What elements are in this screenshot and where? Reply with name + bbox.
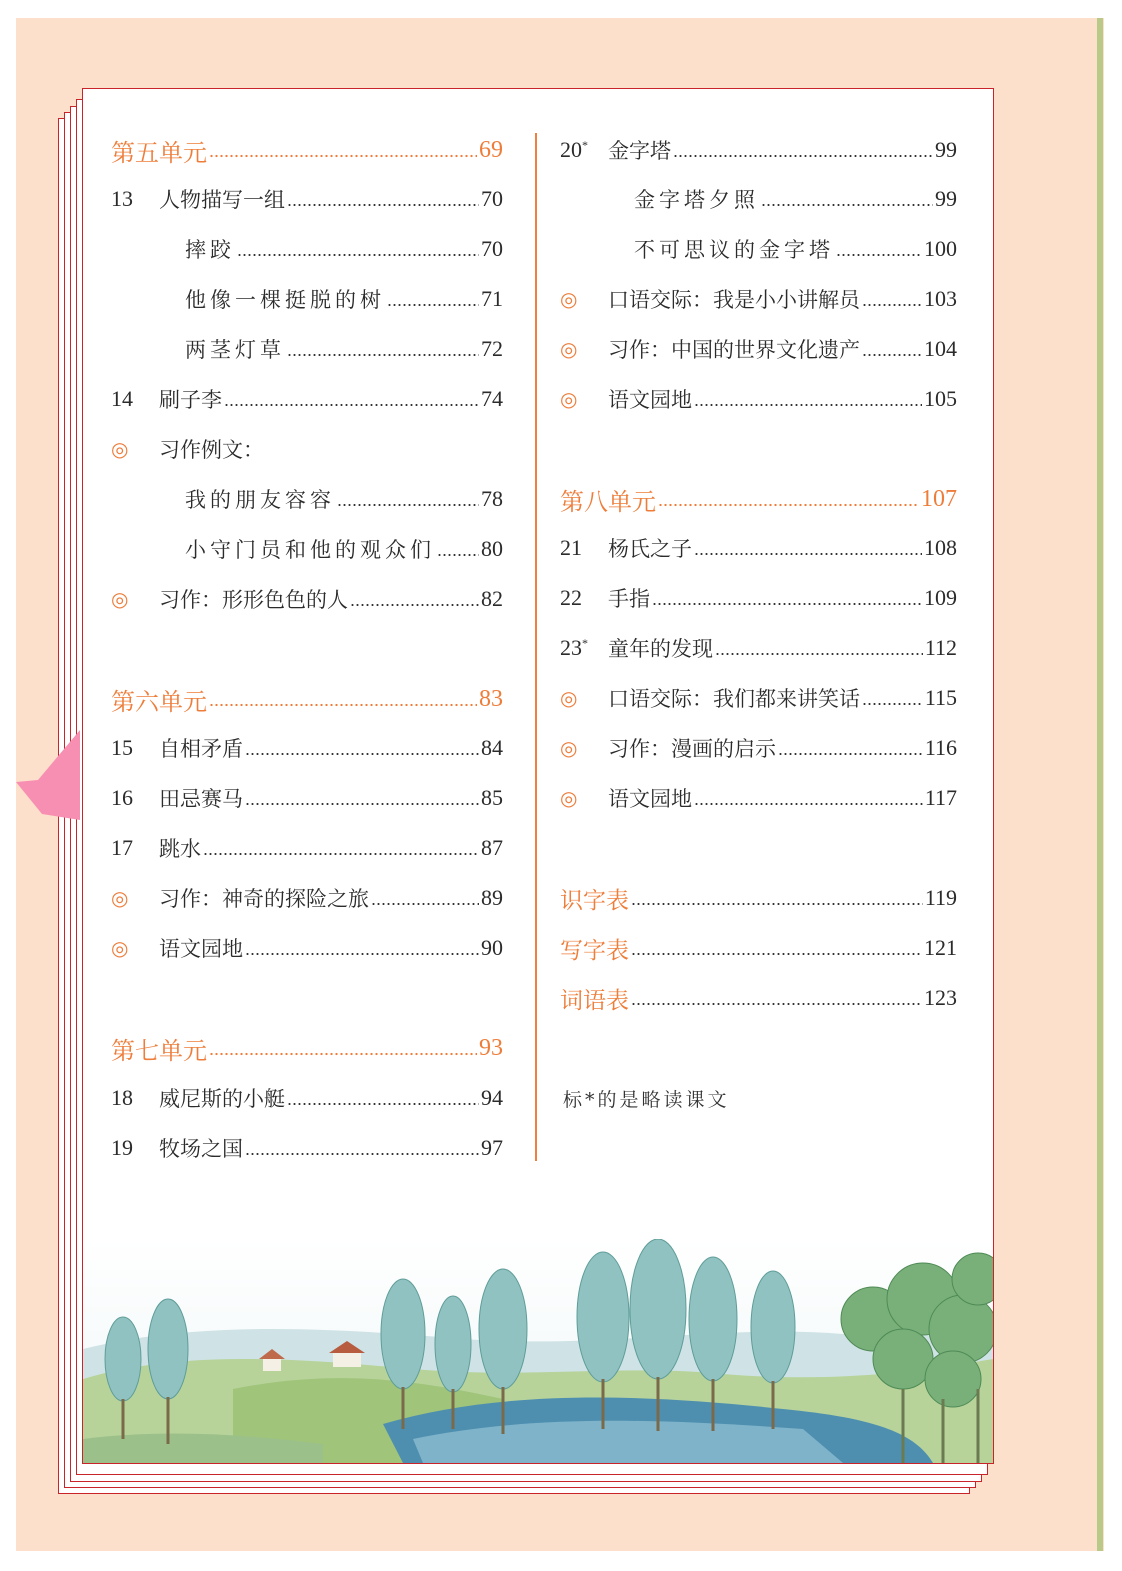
page-number: 99 (935, 186, 957, 211)
toc-entry[interactable] (560, 532, 957, 564)
toc-entry[interactable] (560, 982, 957, 1014)
page-number: 84 (481, 735, 503, 760)
lesson-number-text: 21 (560, 535, 582, 560)
lesson-number (111, 735, 159, 761)
lesson-number-text: 20 (560, 137, 582, 162)
leader-dots (862, 333, 922, 365)
sub-lesson-title: 不可思议的金字塔 (634, 238, 834, 262)
lesson-number (111, 1135, 159, 1161)
section-title: 口语交际：我是小小讲解员 (608, 288, 860, 312)
sub-lesson-title: 他像一棵挺脱的树 (185, 288, 385, 312)
toc-entry[interactable] (111, 433, 503, 465)
lesson-number (560, 137, 608, 163)
page-number: 117 (924, 785, 957, 810)
lesson-title: 手指 (608, 587, 650, 611)
section-title: 语文园地 (159, 937, 243, 961)
leader-dots (245, 1132, 479, 1164)
bullet-icon: ◎ (560, 287, 578, 311)
appendix-title: 词语表 (560, 987, 629, 1014)
leader-dots (658, 483, 919, 515)
leader-dots (862, 283, 922, 315)
lesson-title: 威尼斯的小艇 (159, 1087, 285, 1111)
sub-lesson-title: 小守门员和他的观众们 (185, 538, 435, 562)
landscape-illustration (83, 1239, 993, 1463)
toc-entry[interactable] (560, 632, 957, 664)
page-number: 97 (481, 1135, 503, 1160)
toc-entry[interactable] (111, 134, 503, 166)
bookmark-ribbon-icon (16, 730, 80, 824)
toc-entry[interactable] (560, 732, 957, 764)
page-number: 71 (481, 286, 503, 311)
toc-entry[interactable] (111, 583, 503, 615)
lesson-number (111, 386, 159, 412)
sub-lesson-title: 金字塔夕照 (634, 188, 759, 212)
toc-entry[interactable] (560, 134, 957, 166)
contents-page (82, 88, 994, 1464)
lesson-number-text: 22 (560, 585, 582, 610)
bullet-icon: ◎ (560, 786, 578, 810)
page-number: 90 (481, 935, 503, 960)
page-number: 105 (924, 386, 957, 411)
section-title: 口语交际：我们都来讲笑话 (608, 687, 860, 711)
bullet-icon: ◎ (111, 587, 129, 611)
page-number: 70 (481, 186, 503, 211)
leader-dots (287, 1082, 479, 1114)
toc-entry[interactable] (111, 1082, 503, 1114)
lesson-title: 人物描写一组 (159, 188, 285, 212)
section-title: 习作：神奇的探险之旅 (159, 887, 369, 911)
unit-title: 第五单元 (111, 138, 207, 167)
page-number: 69 (479, 136, 503, 163)
lesson-number (111, 835, 159, 861)
leader-dots (862, 682, 923, 714)
page-number: 123 (924, 985, 957, 1010)
lesson-number-text: 17 (111, 835, 133, 860)
bullet-icon: ◎ (560, 337, 578, 361)
toc-entry[interactable] (560, 483, 957, 515)
leader-dots (245, 782, 479, 814)
section-title: 习作：形形色色的人 (159, 588, 348, 612)
toc-entry[interactable] (111, 782, 503, 814)
leader-dots (631, 982, 922, 1014)
page-number: 100 (924, 236, 957, 261)
lesson-title: 金字塔 (608, 139, 671, 163)
leader-dots (350, 583, 479, 615)
toc-entry[interactable] (111, 383, 503, 415)
page-number: 72 (481, 336, 503, 361)
leader-dots (631, 882, 923, 914)
toc-entry[interactable] (111, 732, 503, 764)
lesson-number (111, 186, 159, 212)
toc-entry[interactable] (560, 782, 957, 814)
lesson-number-text: 23 (560, 635, 582, 660)
toc-entry[interactable] (111, 882, 503, 914)
skim-reading-star: * (582, 636, 588, 650)
toc-entry[interactable] (111, 483, 503, 515)
toc-entry[interactable] (560, 233, 957, 265)
bullet-icon: ◎ (560, 686, 578, 710)
toc-entry[interactable] (560, 283, 957, 315)
toc-entry[interactable] (111, 1032, 503, 1064)
page-number: 83 (479, 685, 503, 712)
page-number: 94 (481, 1085, 503, 1110)
bullet-icon: ◎ (111, 936, 129, 960)
bullet-icon: ◎ (111, 437, 129, 461)
section-title: 习作：中国的世界文化遗产 (608, 338, 860, 362)
page-number: 93 (479, 1034, 503, 1061)
toc-entry[interactable] (560, 582, 957, 614)
page-number: 82 (481, 586, 503, 611)
section-title: 习作：漫画的启示 (608, 737, 776, 761)
toc-entry[interactable] (560, 932, 957, 964)
appendix-title: 写字表 (560, 937, 629, 964)
lesson-number-text: 19 (111, 1135, 133, 1160)
lesson-number (111, 785, 159, 811)
sub-lesson-title: 摔跤 (185, 238, 235, 262)
toc-entry[interactable] (560, 383, 957, 415)
page-number: 99 (935, 137, 957, 162)
page-number: 74 (481, 386, 503, 411)
leader-dots (224, 383, 479, 415)
unit-title: 第七单元 (111, 1036, 207, 1065)
leader-dots (437, 533, 479, 565)
leader-dots (715, 632, 923, 664)
bullet-icon: ◎ (560, 736, 578, 760)
page-number: 119 (924, 885, 957, 910)
leader-dots (694, 383, 922, 415)
toc-entry[interactable] (111, 683, 503, 715)
lesson-title: 刷子李 (159, 388, 222, 412)
page-number: 112 (924, 635, 957, 660)
skim-reading-star: * (582, 138, 588, 152)
lesson-title: 自相矛盾 (159, 737, 243, 761)
page-number: 103 (924, 286, 957, 311)
leader-dots (652, 582, 922, 614)
leader-dots (371, 882, 479, 914)
toc-entry[interactable] (560, 682, 957, 714)
page-edge-strip (1097, 18, 1103, 1551)
toc-entry[interactable] (560, 183, 957, 215)
toc-entry[interactable] (111, 183, 503, 215)
lesson-number (560, 635, 608, 661)
unit-title: 第六单元 (111, 687, 207, 716)
leader-dots (209, 683, 477, 715)
toc-entry[interactable] (111, 533, 503, 565)
lesson-number-text: 13 (111, 186, 133, 211)
lesson-number-text: 16 (111, 785, 133, 810)
leader-dots (673, 134, 933, 166)
toc-entry[interactable] (111, 233, 503, 265)
lesson-number-text: 15 (111, 735, 133, 760)
toc-entry[interactable] (111, 283, 503, 315)
page-number: 107 (921, 485, 957, 512)
leader-dots (209, 134, 477, 166)
lesson-number-text: 14 (111, 386, 133, 411)
leader-dots (761, 183, 933, 215)
lesson-number (560, 585, 608, 611)
leader-dots (836, 233, 922, 265)
leader-dots (694, 532, 922, 564)
page-number: 70 (481, 236, 503, 261)
lesson-number-text: 18 (111, 1085, 133, 1110)
page-number: 78 (481, 486, 503, 511)
lesson-number (560, 535, 608, 561)
lesson-title: 杨氏之子 (608, 537, 692, 561)
toc-entry[interactable] (111, 1132, 503, 1164)
appendix-title: 识字表 (560, 887, 629, 914)
section-title: 语文园地 (608, 388, 692, 412)
page-number: 116 (924, 735, 957, 760)
unit-title: 第八单元 (560, 487, 656, 516)
leader-dots (337, 483, 479, 515)
lesson-title: 牧场之国 (159, 1137, 243, 1161)
lesson-number (111, 1085, 159, 1111)
lesson-title: 跳水 (159, 837, 201, 861)
leader-dots (245, 732, 479, 764)
leader-dots (237, 233, 479, 265)
lesson-title: 田忌赛马 (159, 787, 243, 811)
page-number: 109 (924, 585, 957, 610)
leader-dots (694, 782, 923, 814)
sub-lesson-title: 我的朋友容容 (185, 488, 335, 512)
leader-dots (209, 1032, 477, 1064)
leader-dots (287, 183, 479, 215)
toc-entry[interactable] (560, 882, 957, 914)
footnote: 标*的是略读课文 (563, 1089, 730, 1111)
page-number: 85 (481, 785, 503, 810)
leader-dots (387, 283, 479, 315)
toc-entry[interactable] (560, 333, 957, 365)
sub-lesson-title: 两茎灯草 (185, 338, 285, 362)
page-number: 115 (924, 685, 957, 710)
leader-dots (287, 333, 479, 365)
bullet-icon: ◎ (111, 886, 129, 910)
page-number: 108 (924, 535, 957, 560)
page-number: 121 (924, 935, 957, 960)
bullet-icon: ◎ (560, 387, 578, 411)
leader-dots (203, 832, 479, 864)
toc-entry[interactable] (111, 932, 503, 964)
page-number: 104 (924, 336, 957, 361)
page-number: 87 (481, 835, 503, 860)
section-title: 习作例文： (159, 438, 264, 462)
toc-entry[interactable] (111, 333, 503, 365)
leader-dots (778, 732, 923, 764)
leader-dots (631, 932, 922, 964)
page-number: 89 (481, 885, 503, 910)
leader-dots (245, 932, 479, 964)
toc-entry[interactable] (111, 832, 503, 864)
column-divider (535, 133, 537, 1161)
page-number: 80 (481, 536, 503, 561)
section-title: 语文园地 (608, 787, 692, 811)
lesson-title: 童年的发现 (608, 637, 713, 661)
